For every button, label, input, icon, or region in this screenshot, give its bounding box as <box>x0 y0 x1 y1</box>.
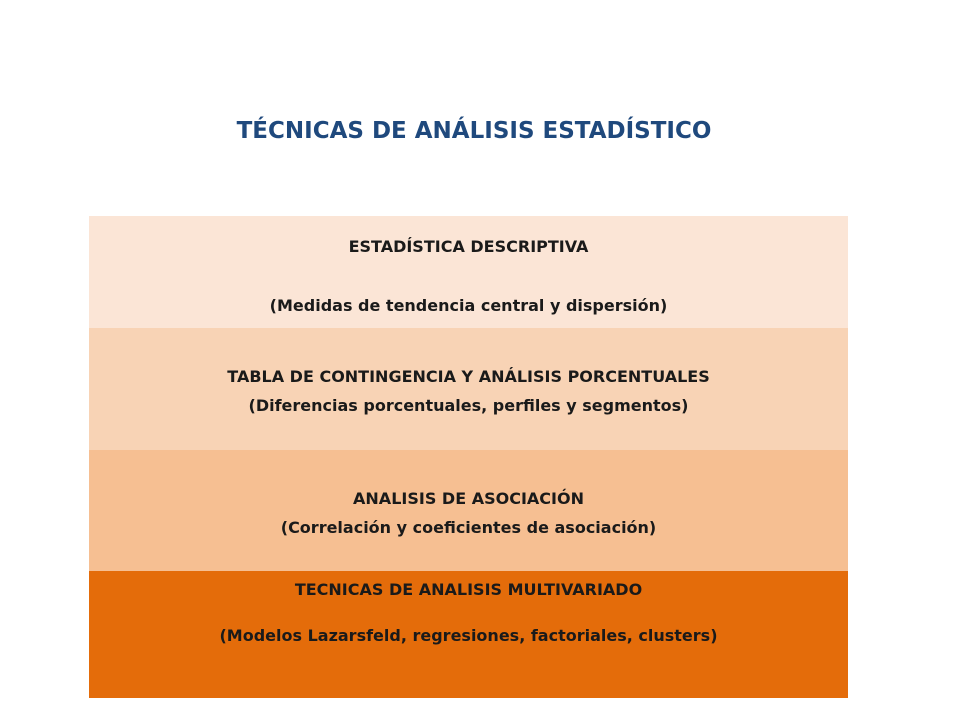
page-title: TÉCNICAS DE ANÁLISIS ESTADÍSTICO <box>236 118 712 144</box>
row-association-analysis <box>89 450 848 571</box>
row-contingency-tables <box>89 328 848 450</box>
techniques-table <box>89 216 848 698</box>
row-heading: ANALISIS DE ASOCIACIÓN <box>353 489 584 508</box>
row-detail: (Medidas de tendencia central y dispersión) <box>269 296 668 315</box>
row-multivariate-analysis <box>89 571 848 698</box>
row-detail: (Modelos Lazarsfeld, regresiones, factoriales, clusters) <box>219 626 718 645</box>
row-descriptive-statistics <box>89 216 848 328</box>
row-heading: ESTADÍSTICA DESCRIPTIVA <box>348 237 589 256</box>
row-detail: (Diferencias porcentuales, perfiles y segmentos) <box>248 396 689 415</box>
row-heading: TABLA DE CONTINGENCIA Y ANÁLISIS PORCENTUALES <box>227 367 710 386</box>
row-detail: (Correlación y coeficientes de asociación) <box>280 518 657 537</box>
row-heading: TECNICAS DE ANALISIS MULTIVARIADO <box>294 580 643 599</box>
